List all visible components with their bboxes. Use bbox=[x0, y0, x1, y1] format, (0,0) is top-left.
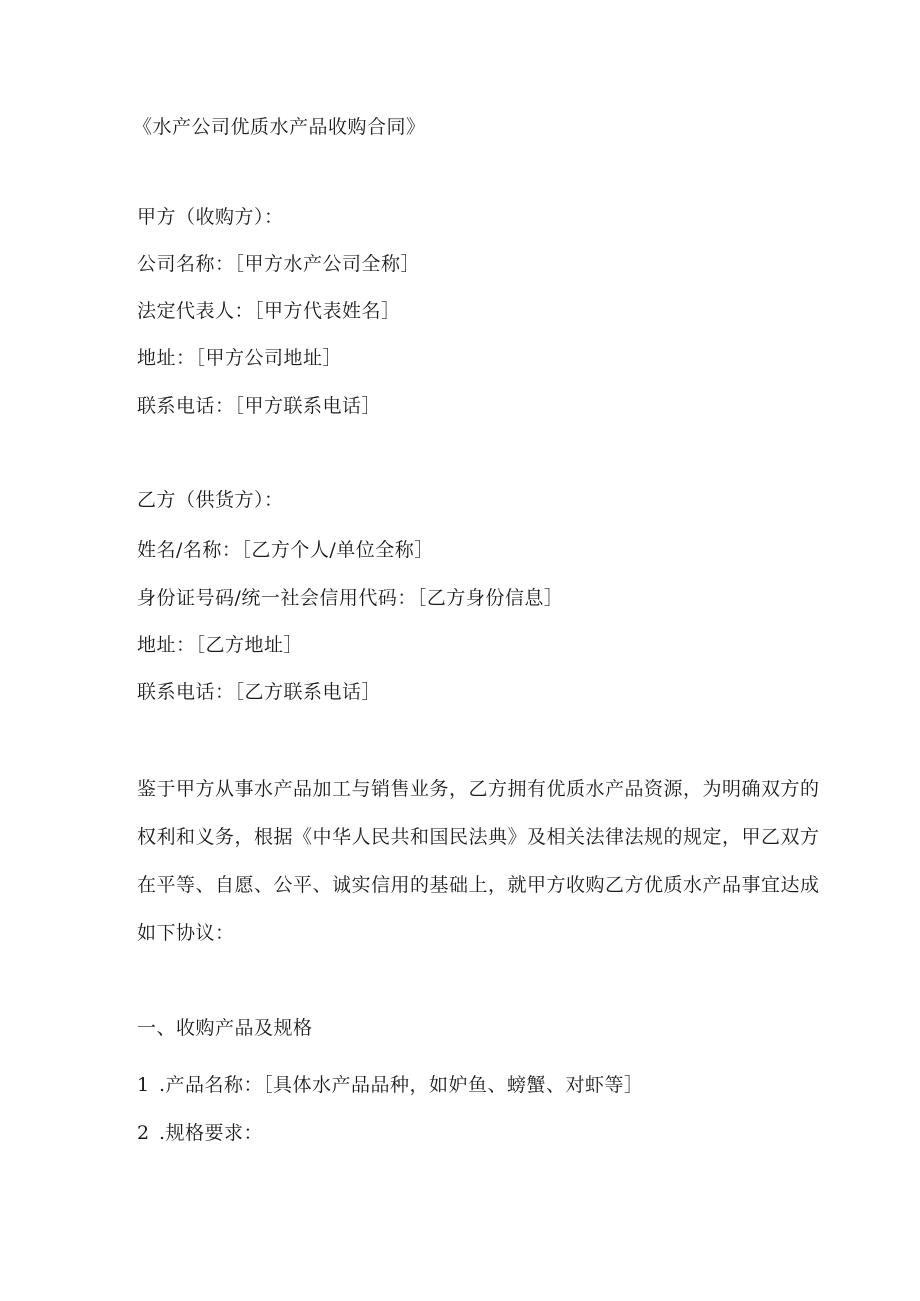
preamble-line-1: 鉴于甲方从事水产品加工与销售业务，乙方拥有优质水产品资源，为明确双方的 bbox=[137, 778, 820, 800]
party-b-phone: 联系电话：［乙方联系电话］ bbox=[137, 681, 382, 703]
document-title: 《水产公司优质水产品收购合同》 bbox=[133, 116, 426, 138]
party-a-phone: 联系电话：［甲方联系电话］ bbox=[137, 395, 382, 417]
section-1-heading: 一、收购产品及规格 bbox=[137, 1017, 313, 1039]
party-a-company: 公司名称：［甲方水产公司全称］ bbox=[137, 253, 421, 275]
party-b-address: 地址：［乙方地址］ bbox=[137, 634, 304, 656]
preamble-line-3: 在平等、自愿、公平、诚实信用的基础上，就甲方收购乙方优质水产品事宜达成 bbox=[137, 874, 820, 896]
list-item-number: 1 bbox=[137, 1074, 150, 1096]
list-item bbox=[137, 1073, 644, 1097]
preamble-line-4: 如下协议： bbox=[137, 922, 235, 944]
party-b-id-code: 身份证号码/统一社会信用代码：［乙方身份信息］ bbox=[137, 587, 564, 609]
list-item-text: .规格要求： bbox=[159, 1122, 264, 1144]
party-b-heading: 乙方（供货方）： bbox=[137, 489, 284, 511]
party-a-representative: 法定代表人：［甲方代表姓名］ bbox=[137, 300, 401, 322]
party-a-heading: 甲方（收购方）： bbox=[137, 206, 284, 228]
party-b-name: 姓名/名称：［乙方个人/单位全称］ bbox=[137, 539, 434, 561]
preamble-line-2: 权利和义务，根据《中华人民共和国民法典》及相关法律法规的规定，甲乙双方 bbox=[137, 826, 820, 848]
list-item-number: 2 bbox=[137, 1122, 150, 1144]
party-a-address: 地址：［甲方公司地址］ bbox=[137, 347, 343, 369]
list-item-text: .产品名称：［具体水产品品种，如妒鱼、螃蟹、对虾等］ bbox=[159, 1074, 644, 1096]
list-item bbox=[137, 1121, 263, 1145]
